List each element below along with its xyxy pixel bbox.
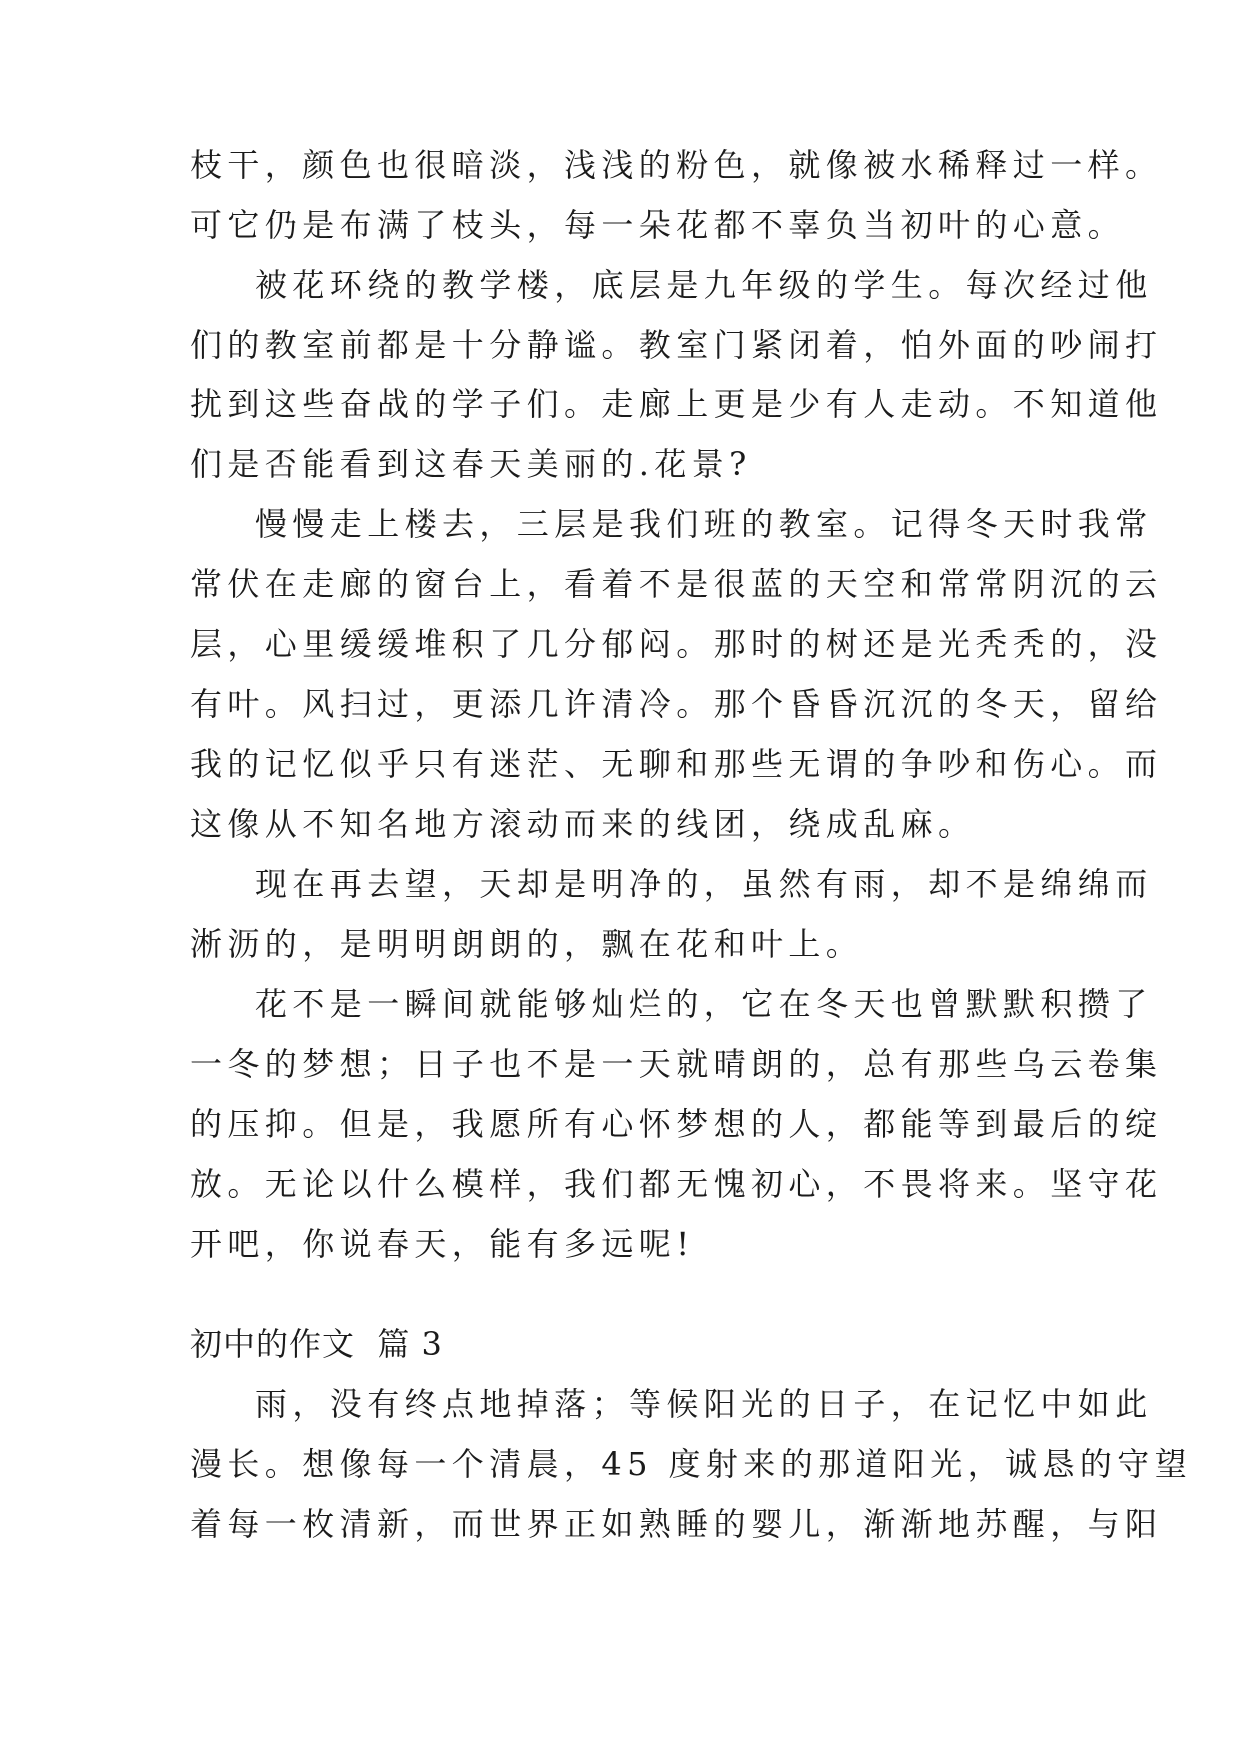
body-text-line: 花不是一瞬间就能够灿烂的，它在冬天也曾默默积攒了 <box>255 985 1153 1023</box>
body-text-line: 扰到这些奋战的学子们。走廊上更是少有人走动。不知道他 <box>190 385 1163 423</box>
body-text-line: 的压抑。但是，我愿所有心怀梦想的人，都能等到最后的绽 <box>190 1105 1163 1143</box>
body-text-line: 现在再去望，天却是明净的，虽然有雨，却不是绵绵而 <box>255 865 1153 903</box>
body-text-line: 们是否能看到这春天美丽的.花景? <box>190 445 752 483</box>
body-text-line: 有叶。风扫过，更添几许清冷。那个昏昏沉沉的冬天，留给 <box>190 685 1163 723</box>
body-text-line: 可它仍是布满了枝头，每一朵花都不辜负当初叶的心意。 <box>190 206 1126 244</box>
body-text-line: 漫长。想像每一个清晨，45 度射来的那道阳光，诚恳的守望 <box>190 1445 1193 1483</box>
body-text-line: 淅沥的，是明明朗朗的，飘在花和叶上。 <box>190 925 864 963</box>
body-text-line: 我的记忆似乎只有迷茫、无聊和那些无谓的争吵和伤心。而 <box>190 745 1163 783</box>
body-text-line: 这像从不知名地方滚动而来的线团，绕成乱麻。 <box>190 805 976 843</box>
body-text-line: 一冬的梦想；日子也不是一天就晴朗的，总有那些乌云卷集 <box>190 1045 1163 1083</box>
body-text-line: 被花环绕的教学楼，底层是九年级的学生。每次经过他 <box>255 266 1153 304</box>
body-text-line: 层，心里缓缓堆积了几分郁闷。那时的树还是光秃秃的，没 <box>190 625 1163 663</box>
body-text-line: 着每一枚清新，而世界正如熟睡的婴儿，渐渐地苏醒，与阳 <box>190 1505 1163 1543</box>
body-text-line: 枝干，颜色也很暗淡，浅浅的粉色，就像被水稀释过一样。 <box>190 146 1163 184</box>
body-text-line: 雨，没有终点地掉落；等候阳光的日子，在记忆中如此 <box>255 1385 1153 1423</box>
body-text-line: 开吧，你说春天，能有多远呢! <box>190 1225 695 1263</box>
body-text-line: 常伏在走廊的窗台上，看着不是很蓝的天空和常常阴沉的云 <box>190 565 1163 603</box>
body-text-line: 放。无论以什么模样，我们都无愧初心，不畏将来。坚守花 <box>190 1165 1163 1203</box>
body-text-line: 慢慢走上楼去，三层是我们班的教室。记得冬天时我常 <box>255 505 1153 543</box>
body-text-line: 们的教室前都是十分静谧。教室门紧闭着，怕外面的吵闹打 <box>190 326 1163 364</box>
section-heading: 初中的作文 篇 3 <box>190 1325 443 1363</box>
